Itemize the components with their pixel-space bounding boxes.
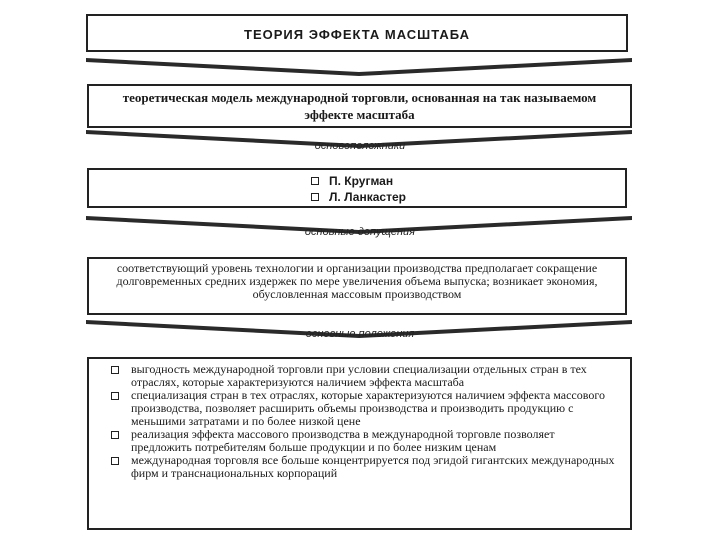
founders-box [87,168,627,208]
founders-list [311,173,406,205]
positions-label: основные положения [305,328,415,340]
down-chevron-arrow [86,58,632,76]
square-bullet-icon [111,431,119,439]
founder-name: Л. Ланкастер [329,190,406,204]
assumptions-box [87,257,627,315]
position-item [111,363,618,389]
square-bullet-icon [111,457,119,465]
position-item [111,428,618,454]
assumptions-label: основные допущения [304,226,416,238]
founder-item [311,173,406,189]
definition-text: теоретическая модель международной торговли, основанная на так называемом эффекте масштаба [122,90,597,122]
position-text: специализация стран в тех отраслях, которые характеризуются наличием эффекта массового производства, позволяет расширить объемы производства и производить продукцию с меньшими затратами и по более низкой цене [131,388,605,428]
square-bullet-icon [311,177,319,185]
founder-item [311,189,406,205]
title-box [86,14,628,52]
position-text: международная торговля все больше концентрируется под эгидой гигантских международных фирм и транснациональных корпораций [131,453,615,480]
positions-list [111,363,618,480]
position-text: реализация эффекта массового производства в международной торговле позволяет предложить потребителям больше продукции и по более низким ценам [131,427,555,454]
definition-box [87,84,632,128]
assumptions-text: соответствующий уровень технологии и организации производства предполагает сокращение долговременных средних издержек по мере увеличения объема выпуска; возникает экономия, обусловленная массовым производством [116,261,598,301]
position-item [111,389,618,428]
square-bullet-icon [111,392,119,400]
founders-label: основоположники [314,140,406,152]
position-item [111,454,618,480]
square-bullet-icon [111,366,119,374]
position-text: выгодность международной торговли при условии специализации отдельных стран в тех отраслях, которые характеризуются наличием эффекта масштаба [131,362,587,389]
diagram-title: ТЕОРИЯ ЭФФЕКТА МАСШТАБА [244,27,470,42]
founder-name: П. Кругман [329,174,394,188]
positions-box [87,357,632,530]
square-bullet-icon [311,193,319,201]
